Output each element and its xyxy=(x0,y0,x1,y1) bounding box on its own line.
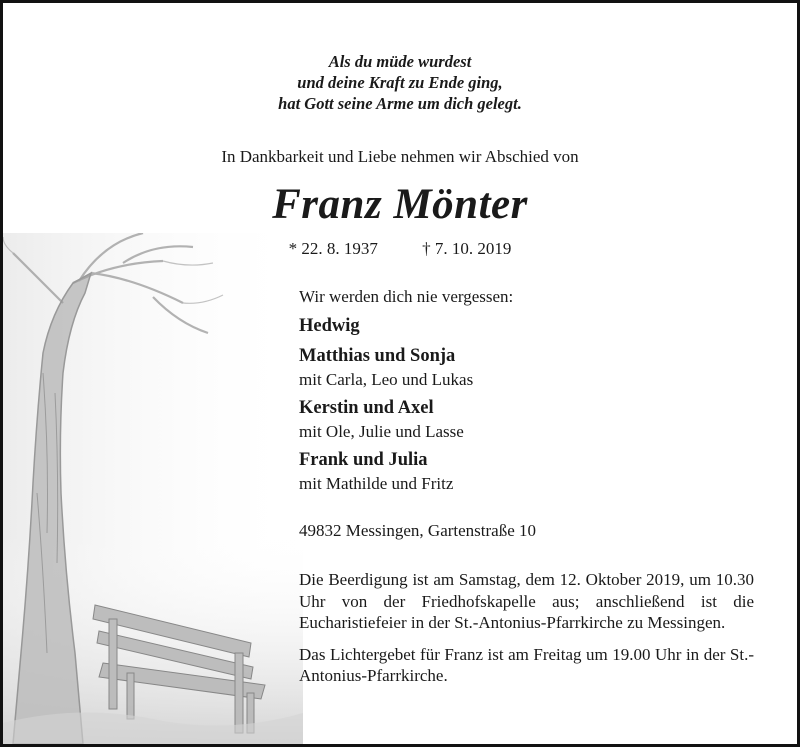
poem-line: hat Gott seine Arme um dich gelegt. xyxy=(278,94,522,113)
deceased-name: Franz Mönter xyxy=(272,181,528,228)
family-name: Frank und Julia xyxy=(299,450,428,470)
family-name: Matthias und Sonja xyxy=(299,346,456,366)
life-dates xyxy=(3,239,797,259)
intro-text: In Dankbarkeit und Liebe nehmen wir Abschied von xyxy=(221,147,579,166)
death-date: † 7. 10. 2019 xyxy=(422,239,512,258)
poem-line: Als du müde wurdest xyxy=(328,52,472,71)
funeral-notice: Die Beerdigung ist am Samstag, dem 12. Oktober 2019, um 10.30 Uhr von der Friedhofskapelle aus; anschließend ist die Eucharistiefeier in der St.-Antonius-Pfarrkirche zu Messingen. xyxy=(299,570,754,632)
prayer-notice: Das Lichtergebet für Franz ist am Freitag um 19.00 Uhr in der St.-Antonius-Pfarrkirche. xyxy=(299,644,754,685)
mourners-block xyxy=(299,285,754,687)
family-children: mit Mathilde und Fritz xyxy=(299,474,454,493)
family-name: Kerstin und Axel xyxy=(299,398,434,418)
address: 49832 Messingen, Gartenstraße 10 xyxy=(299,521,537,540)
remember-line: Wir werden dich nie vergessen: xyxy=(299,287,514,306)
poem xyxy=(3,51,797,114)
tree-bench-illustration xyxy=(3,233,303,744)
family-children: mit Ole, Julie und Lasse xyxy=(299,422,464,441)
family-name: Hedwig xyxy=(299,316,360,336)
birth-date: * 22. 8. 1937 xyxy=(288,239,378,258)
family-children: mit Carla, Leo und Lukas xyxy=(299,370,474,389)
poem-line: und deine Kraft zu Ende ging, xyxy=(297,73,503,92)
